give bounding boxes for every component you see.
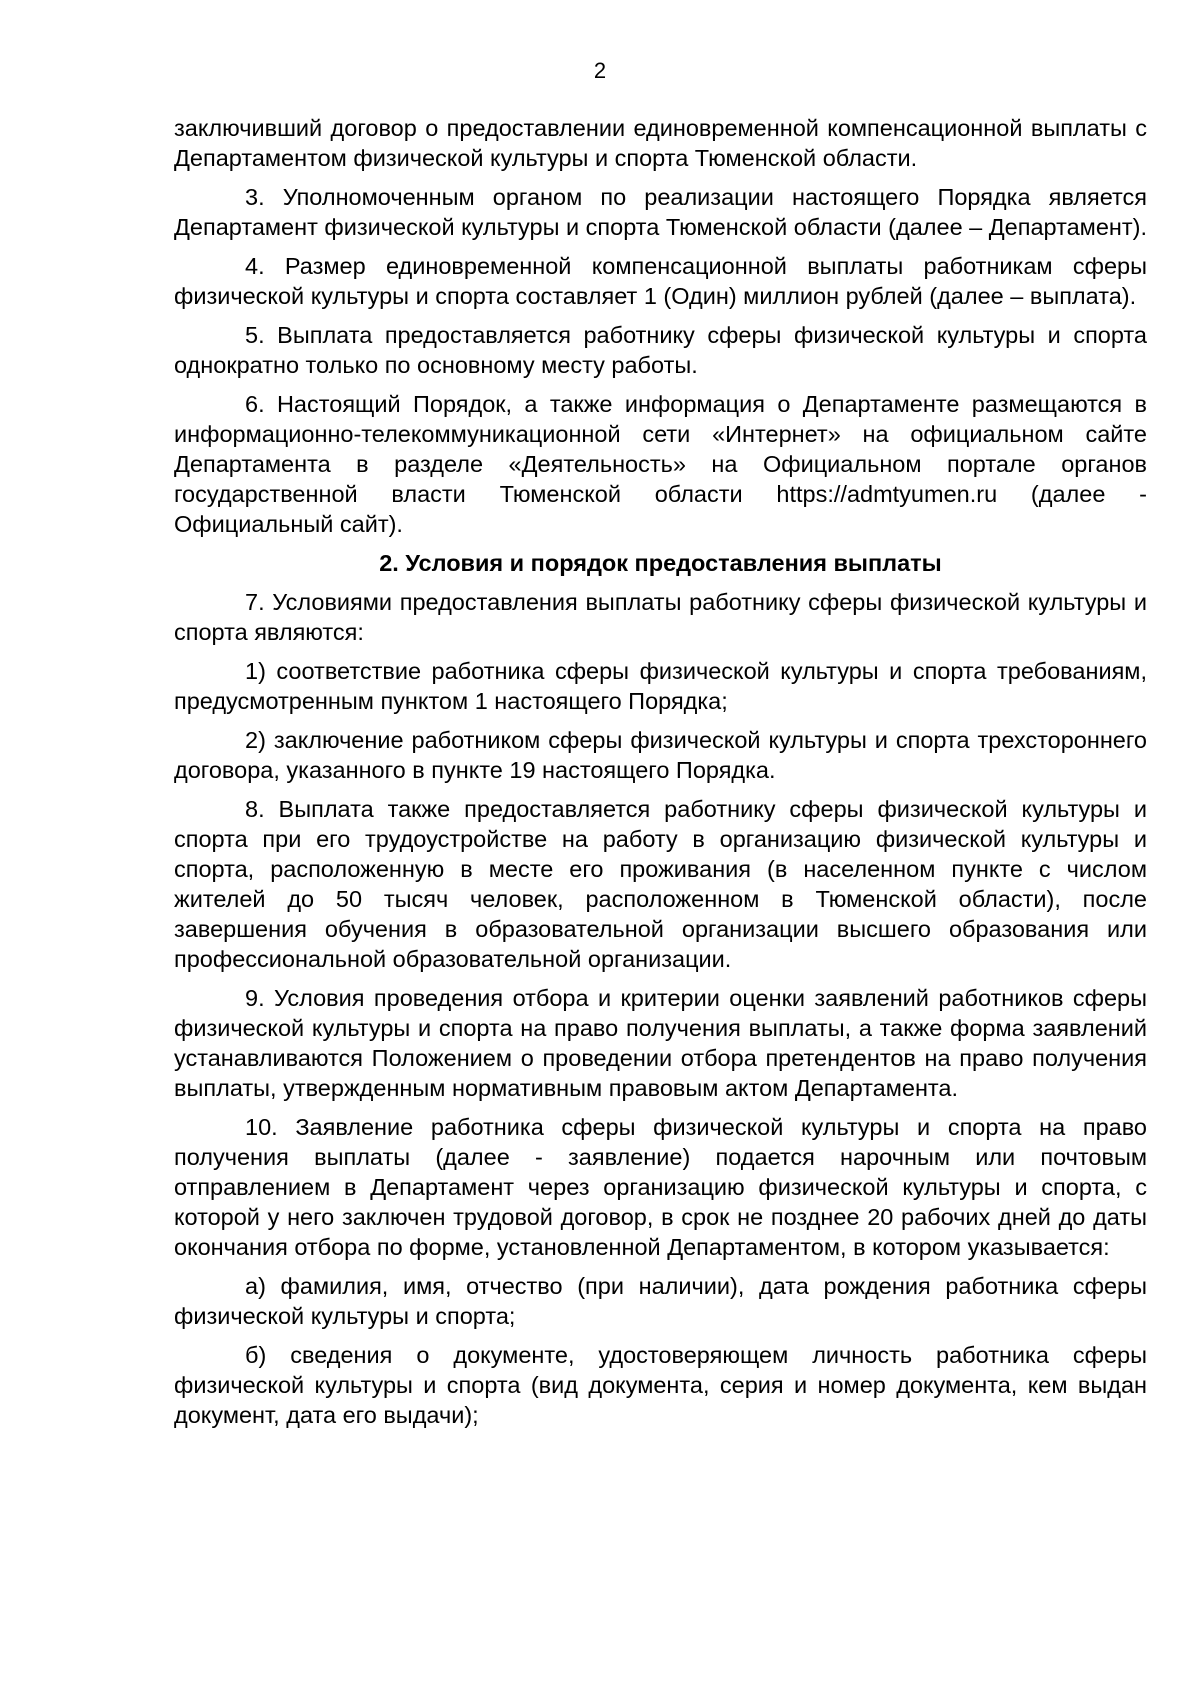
paragraph-6: 6. Настоящий Порядок, а также информация о Департаменте размещаются в информационно-телекоммуникационной сети «Интернет» на официальном сайте Департамента в разделе «Деятельность» на Официальном портале органов государственной власти Тюменской области https://admtyumen.ru (далее - Официальный сайт). xyxy=(174,391,1147,537)
paragraph-7-item-2: 2) заключение работником сферы физической культуры и спорта трехстороннего договора, указанного в пункте 19 настоящего Порядка. xyxy=(174,727,1147,783)
page-number: 2 xyxy=(593,58,607,83)
document-body xyxy=(174,113,1147,1439)
paragraph-continuation: заключивший договор о предоставлении единовременной компенсационной выплаты с Департаментом физической культуры и спорта Тюменской области. xyxy=(174,115,1147,171)
paragraph-7: 7. Условиями предоставления выплаты работнику сферы физической культуры и спорта являются: xyxy=(174,589,1147,645)
paragraph-10-item-b: б) сведения о документе, удостоверяющем личность работника сферы физической культуры и спорта (вид документа, серия и номер документа, кем выдан документ, дата его выдачи); xyxy=(174,1342,1147,1428)
paragraph-4: 4. Размер единовременной компенсационной выплаты работникам сферы физической культуры и спорта составляет 1 (Один) миллион рублей (далее – выплата). xyxy=(174,253,1147,309)
paragraph-5: 5. Выплата предоставляется работнику сферы физической культуры и спорта однократно только по основному месту работы. xyxy=(174,322,1147,378)
paragraph-8: 8. Выплата также предоставляется работнику сферы физической культуры и спорта при его трудоустройстве на работу в организацию физической культуры и спорта, расположенную в месте его проживания (в населенном пункте с числом жителей до 50 тысяч человек, расположенном в Тюменской области), после завершения обучения в образовательной организации высшего образования или профессиональной образовательной организации. xyxy=(174,796,1147,972)
paragraph-7-item-1: 1) соответствие работника сферы физической культуры и спорта требованиям, предусмотренным пунктом 1 настоящего Порядка; xyxy=(174,658,1147,714)
paragraph-3: 3. Уполномоченным органом по реализации настоящего Порядка является Департамент физической культуры и спорта Тюменской области (далее – Департамент). xyxy=(174,184,1147,240)
paragraph-10-item-a: а) фамилия, имя, отчество (при наличии), дата рождения работника сферы физической культуры и спорта; xyxy=(174,1273,1147,1329)
section-heading: 2. Условия и порядок предоставления выплаты xyxy=(379,550,942,576)
paragraph-10: 10. Заявление работника сферы физической культуры и спорта на право получения выплаты (далее - заявление) подается нарочным или почтовым отправлением в Департамент через организацию физической культуры и спорта, с которой у него заключен трудовой договор, в срок не позднее 20 рабочих дней до даты окончания отбора по форме, установленной Департаментом, в котором указывается: xyxy=(174,1114,1147,1260)
paragraph-9: 9. Условия проведения отбора и критерии оценки заявлений работников сферы физической культуры и спорта на право получения выплаты, а также форма заявлений устанавливаются Положением о проведении отбора претендентов на право получения выплаты, утвержденным нормативным правовым актом Департамента. xyxy=(174,985,1147,1101)
